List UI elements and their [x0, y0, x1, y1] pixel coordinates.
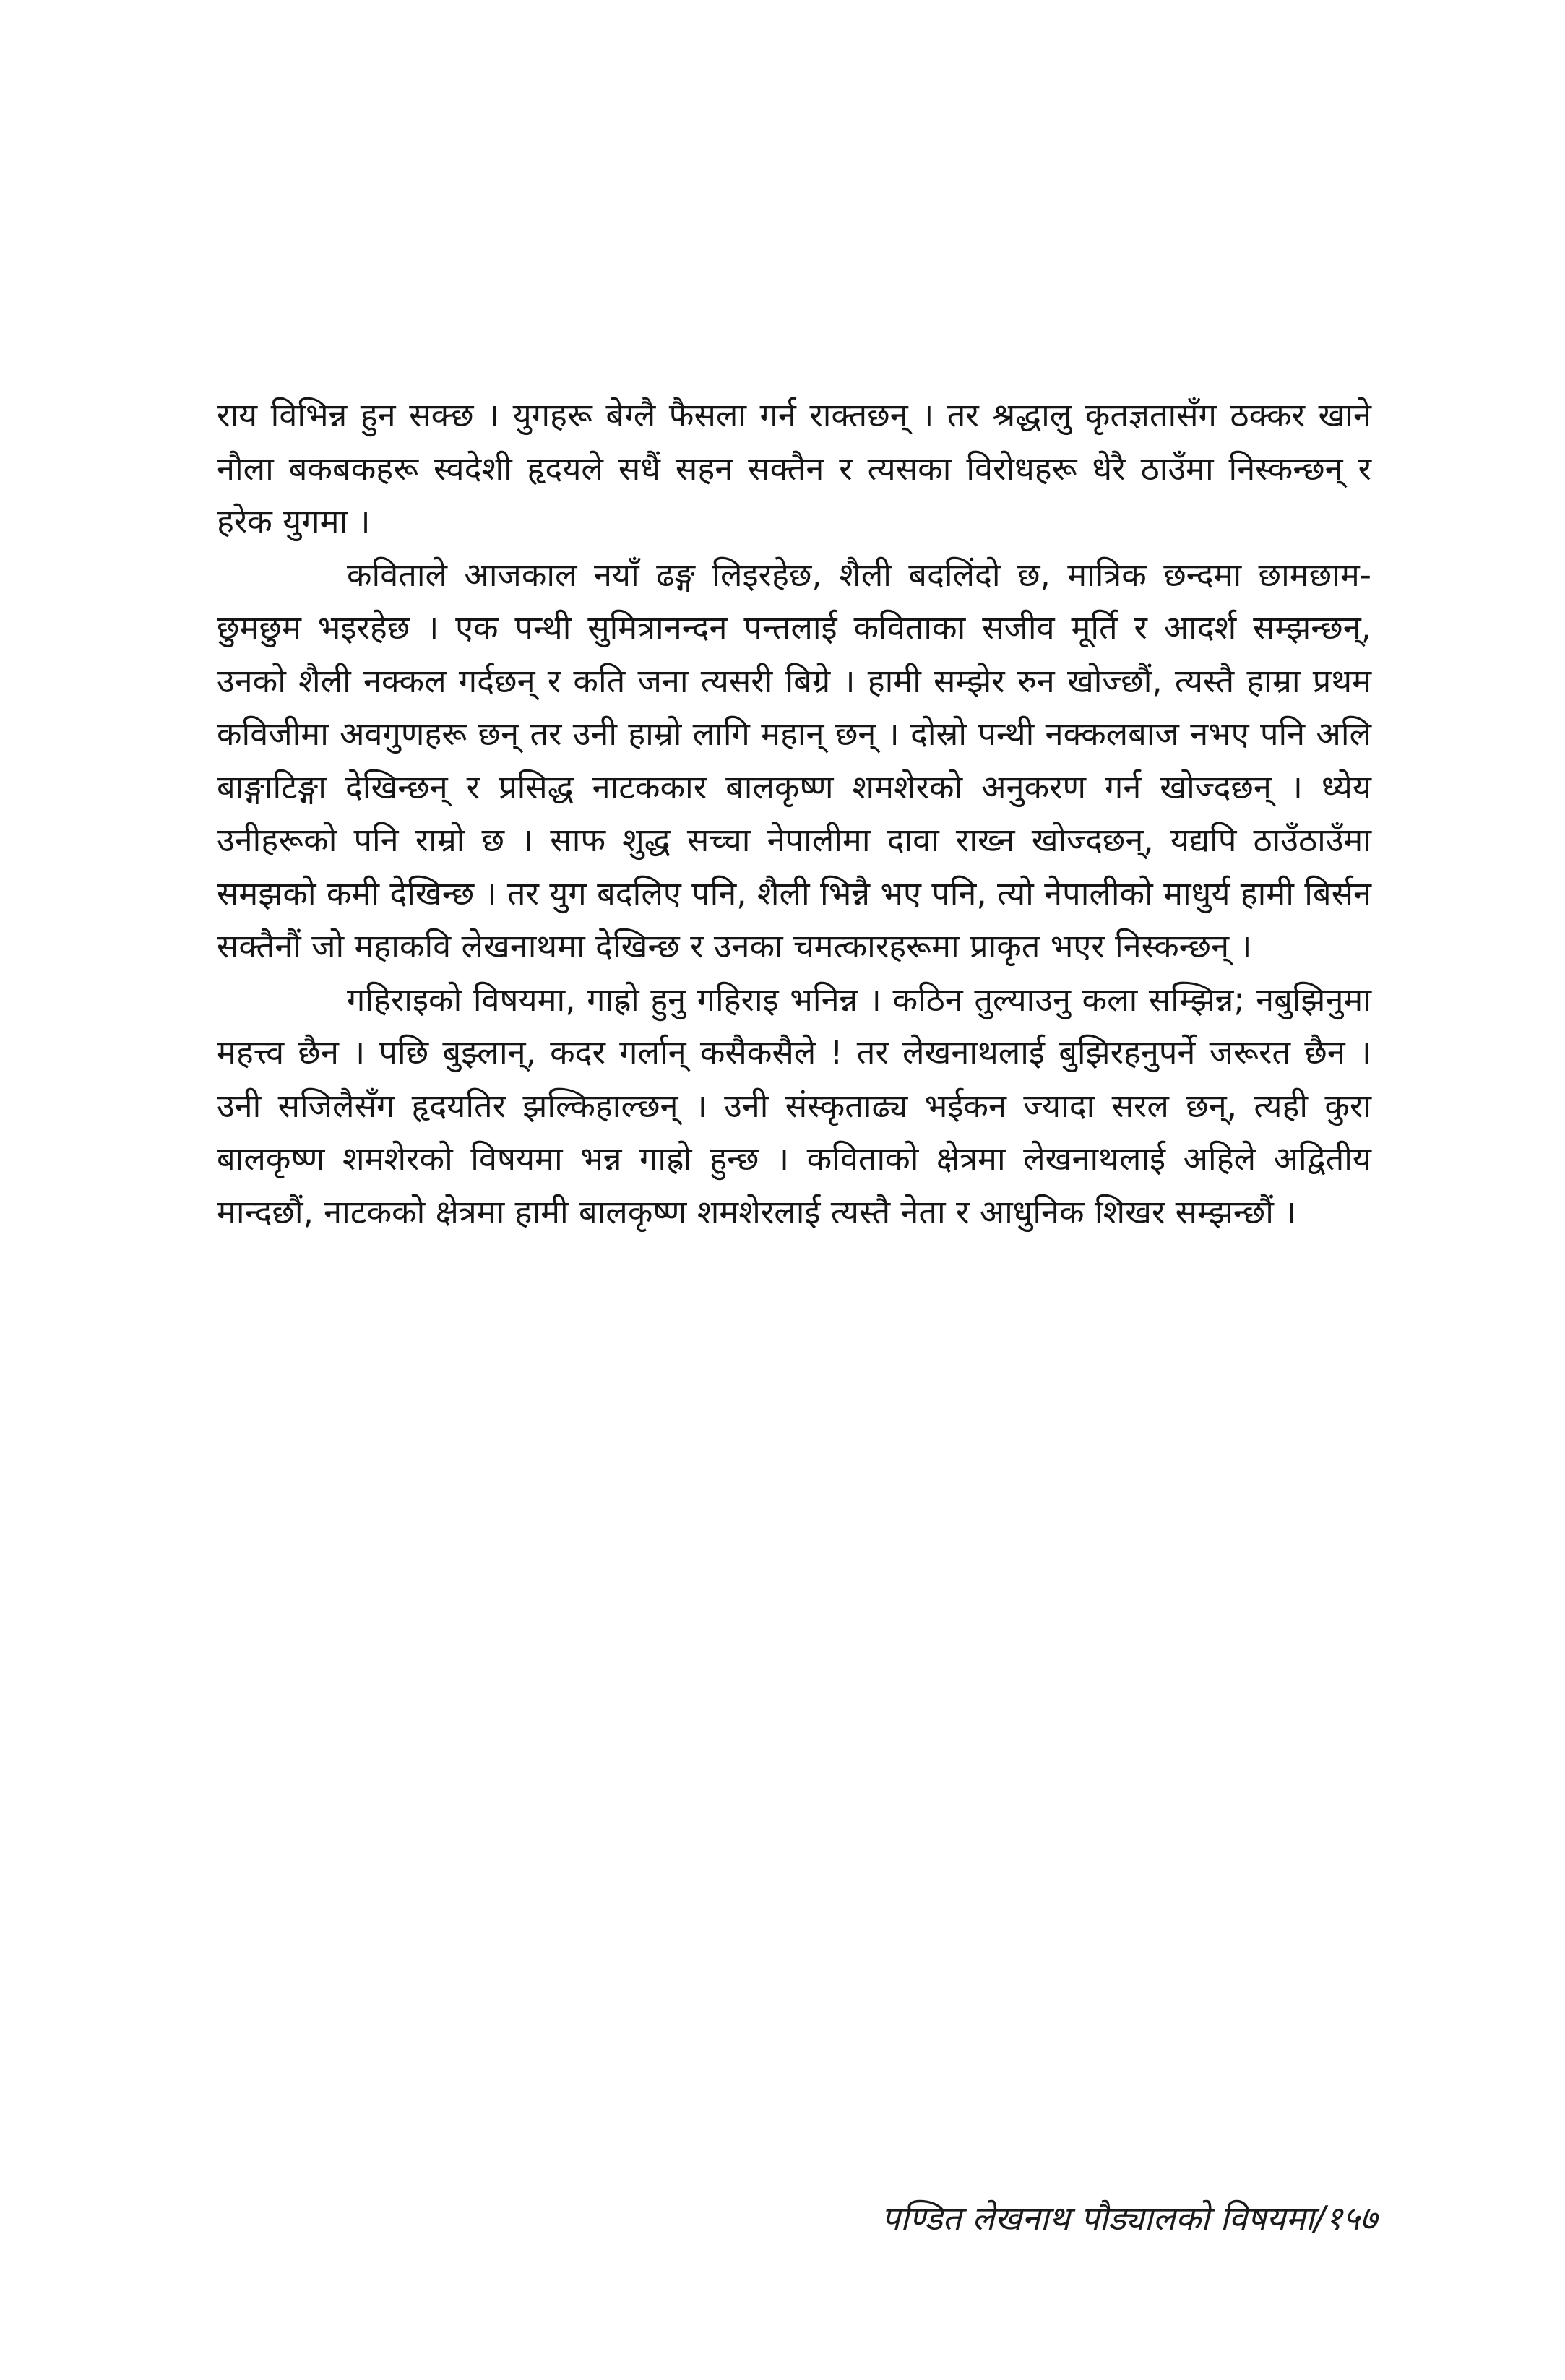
- page-footer: [881, 2196, 1377, 2240]
- body-text: [217, 389, 1371, 1238]
- paragraph-2: कविताले आजकाल नयाँ ढङ्ग लिइरहेछ, शैली बदलिंदो छ, मात्रिक छन्दमा छामछाम-छुमछुम भइरहेछ । एक पन्थी सुमित्रानन्दन पन्तलाई कविताका सजीव मूर्ति र आदर्श सम्झन्छन्, उनको शैली नक्कल गर्दछन् र कति जना त्यसरी बिग्रे । हामी सम्झेर रुन खोज्छौं, त्यस्तै हाम्रा प्रथम कविजीमा अवगुणहरू छन् तर उनी हाम्रो लागि महान् छन् । दोस्रो पन्थी नक्कलबाज नभए पनि अलि बाङ्गाटिङ्गा देखिन्छन् र प्रसिद्ध नाटककार बालकृष्ण शमशेरको अनुकरण गर्न खोज्दछन् । ध्येय उनीहरूको पनि राम्रो छ । साफ शुद्ध सच्चा नेपालीमा दावा राख्न खोज्दछन्, यद्यपि ठाउँठाउँमा समझको कमी देखिन्छ । तर युग बदलिए पनि, शैली भिन्नै भए पनि, त्यो नेपालीको माधुर्य हामी बिर्सन सक्तैनौं जो महाकवि लेखनाथमा देखिन्छ र उनका चमत्कारहरूमा प्राकृत भएर निस्कन्छन् ।: [217, 555, 1371, 965]
- running-head: पण्डित लेखनाथ पौड्यालको विषयमा: [881, 2199, 1314, 2238]
- footer-separator: /: [1314, 2199, 1326, 2238]
- page-number: १५७: [1325, 2199, 1377, 2238]
- paragraph-3: गहिराइको विषयमा, गाह्रो हुनु गहिराइ भनिन्न । कठिन तुल्याउनु कला सम्झिन्न; नबुझिनुमा महत्त्व छैन । पछि बुझ्लान्, कदर गर्लान् कसैकसैले ! तर लेखनाथलाई बुझिरहनुपर्ने जरूरत छैन । उनी सजिलैसँग हृदयतिर झल्किहाल्छन् । उनी संस्कृताढ्य भईकन ज्यादा सरल छन्, त्यही कुरा बालकृष्ण शमशेरको विषयमा भन्न गाह्रो हुन्छ । कविताको क्षेत्रमा लेखनाथलाई अहिले अद्वितीय मान्दछौं, नाटकको क्षेत्रमा हामी बालकृष्ण शमशेरलाई त्यस्तै नेता र आधुनिक शिखर सम्झन्छौं ।: [217, 980, 1371, 1231]
- paragraph-1: राय विभिन्न हुन सक्छ । युगहरू बेग्लै फैसला गर्न राक्तछन् । तर श्रद्धालु कृतज्ञतासँग ठक्कर खाने नौला बकबकहरू स्वदेशी हृदयले सधैं सहन सक्तैन र त्यसका विरोधहरू धेरै ठाउँमा निस्कन्छन् र हरेक युगमा ।: [217, 396, 1372, 540]
